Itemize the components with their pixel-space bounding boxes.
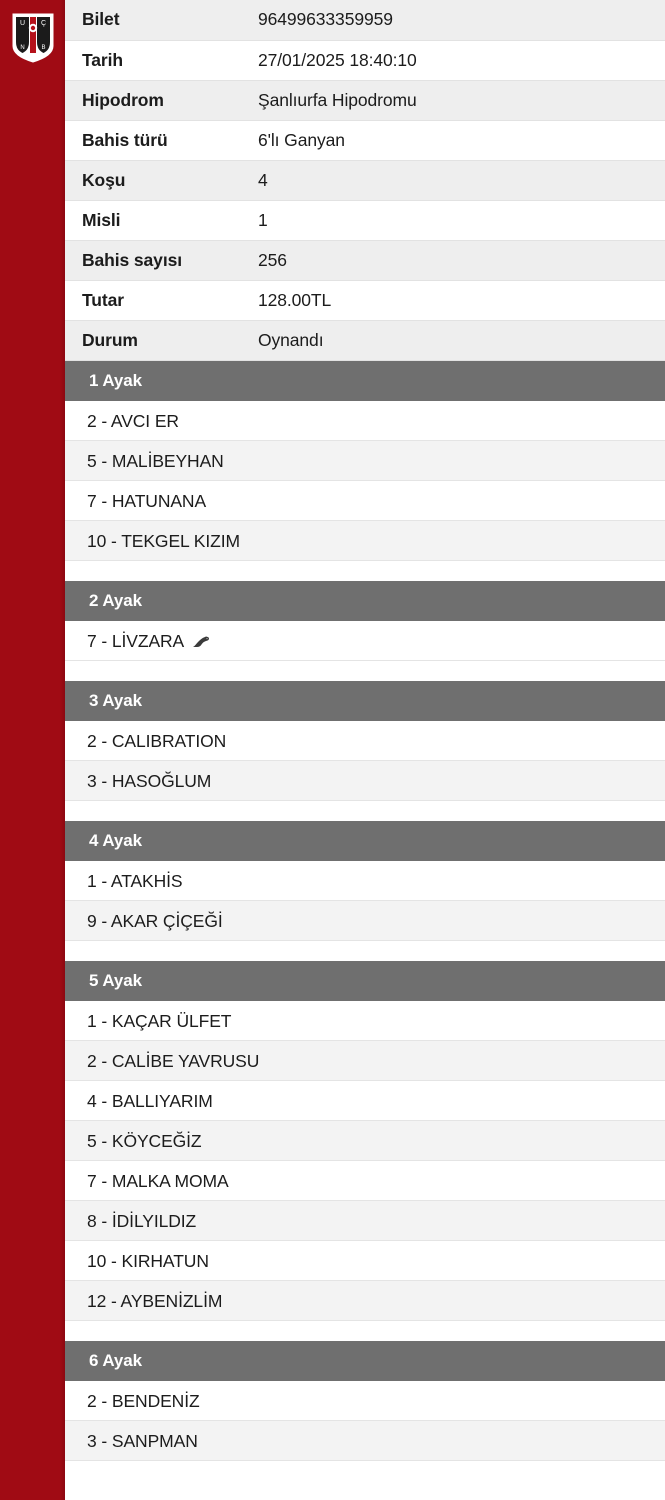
info-row-label: Bilet <box>65 0 250 40</box>
selection-label: 10 - TEKGEL KIZIM <box>87 530 240 551</box>
info-row-value: 256 <box>250 240 665 280</box>
info-row-value: 128.00TL <box>250 280 665 320</box>
legs-container <box>65 361 665 1481</box>
leg-gap <box>65 801 665 821</box>
leg-gap <box>65 1461 665 1481</box>
info-row-value: 4 <box>250 160 665 200</box>
info-row-label: Tarih <box>65 40 250 80</box>
leg-selection-list <box>65 1001 665 1321</box>
info-row-value: 27/01/2025 18:40:10 <box>250 40 665 80</box>
svg-text:B: B <box>41 45 46 51</box>
leg-selection-list <box>65 401 665 561</box>
leg-gap <box>65 561 665 581</box>
leg-gap <box>65 1321 665 1341</box>
info-row <box>65 80 665 120</box>
list-item[interactable] <box>65 481 665 521</box>
leg-selection-list <box>65 861 665 941</box>
info-row <box>65 160 665 200</box>
svg-text:Ç: Ç <box>40 20 47 27</box>
selection-label: 8 - İDİLYILDIZ <box>87 1210 197 1231</box>
selection-label: 9 - AKAR ÇİÇEĞİ <box>87 910 223 931</box>
panel-tail-space <box>65 1481 665 1500</box>
info-row <box>65 280 665 320</box>
list-item[interactable] <box>65 401 665 441</box>
ticket-info-table <box>65 0 665 361</box>
list-item[interactable] <box>65 861 665 901</box>
selection-label: 2 - BENDENİZ <box>87 1390 200 1411</box>
ticket-panel <box>65 0 665 1500</box>
leg-header: 3 Ayak <box>65 681 665 721</box>
list-item[interactable] <box>65 1381 665 1421</box>
info-row-value: Şanlıurfa Hipodromu <box>250 80 665 120</box>
info-row <box>65 120 665 160</box>
leg-selection-list <box>65 721 665 801</box>
list-item[interactable] <box>65 1161 665 1201</box>
info-row-value: Oynandı <box>250 320 665 360</box>
list-item[interactable] <box>65 621 665 661</box>
selection-label: 4 - BALLIYARIM <box>87 1090 213 1111</box>
info-row-label: Bahis sayısı <box>65 240 250 280</box>
leg-header: 6 Ayak <box>65 1341 665 1381</box>
info-row <box>65 240 665 280</box>
svg-text:U: U <box>19 20 26 27</box>
selection-label: 2 - CALİBE YAVRUSU <box>87 1050 260 1071</box>
selection-label: 5 - KÖYCEĞİZ <box>87 1130 202 1151</box>
list-item[interactable] <box>65 761 665 801</box>
list-item[interactable] <box>65 1081 665 1121</box>
leg-header: 4 Ayak <box>65 821 665 861</box>
selection-label: 7 - LİVZARA <box>87 630 185 651</box>
leg-header: 1 Ayak <box>65 361 665 401</box>
list-item[interactable] <box>65 1241 665 1281</box>
leg-gap <box>65 661 665 681</box>
info-row-label: Tutar <box>65 280 250 320</box>
list-item[interactable] <box>65 521 665 561</box>
selection-label: 5 - MALİBEYHAN <box>87 450 224 471</box>
left-red-rail <box>0 0 65 1500</box>
info-row-label: Bahis türü <box>65 120 250 160</box>
leg-header: 2 Ayak <box>65 581 665 621</box>
info-row-value: 96499633359959 <box>250 0 665 40</box>
list-item[interactable] <box>65 721 665 761</box>
info-row-label: Koşu <box>65 160 250 200</box>
leg-gap <box>65 941 665 961</box>
selection-label: 3 - SANPMAN <box>87 1430 198 1451</box>
info-row-label: Durum <box>65 320 250 360</box>
info-row <box>65 40 665 80</box>
list-item[interactable] <box>65 1121 665 1161</box>
list-item[interactable] <box>65 1281 665 1321</box>
selection-label: 2 - AVCI ER <box>87 410 179 431</box>
selection-label: 7 - HATUNANA <box>87 490 207 511</box>
svg-text:N: N <box>20 45 25 51</box>
horse-icon <box>192 623 210 661</box>
leg-selection-list <box>65 1381 665 1461</box>
list-item[interactable] <box>65 901 665 941</box>
leg-selection-list <box>65 621 665 661</box>
leg-header: 5 Ayak <box>65 961 665 1001</box>
selection-label: 3 - HASOĞLUM <box>87 770 212 791</box>
selection-label: 1 - KAÇAR ÜLFET <box>87 1010 232 1031</box>
info-row-label: Hipodrom <box>65 80 250 120</box>
list-item[interactable] <box>65 441 665 481</box>
info-row-value: 1 <box>250 200 665 240</box>
selection-label: 7 - MALKA MOMA <box>87 1170 229 1191</box>
selection-label: 2 - CALIBRATION <box>87 730 227 751</box>
selection-label: 10 - KIRHATUN <box>87 1250 209 1271</box>
info-row <box>65 200 665 240</box>
info-row <box>65 0 665 40</box>
list-item[interactable] <box>65 1041 665 1081</box>
list-item[interactable] <box>65 1421 665 1461</box>
list-item[interactable] <box>65 1201 665 1241</box>
selection-label: 1 - ATAKHİS <box>87 870 183 891</box>
list-item[interactable] <box>65 1001 665 1041</box>
info-row <box>65 320 665 360</box>
club-crest-logo <box>11 12 55 64</box>
info-row-label: Misli <box>65 200 250 240</box>
info-row-value: 6'lı Ganyan <box>250 120 665 160</box>
selection-label: 12 - AYBENİZLİM <box>87 1290 223 1311</box>
